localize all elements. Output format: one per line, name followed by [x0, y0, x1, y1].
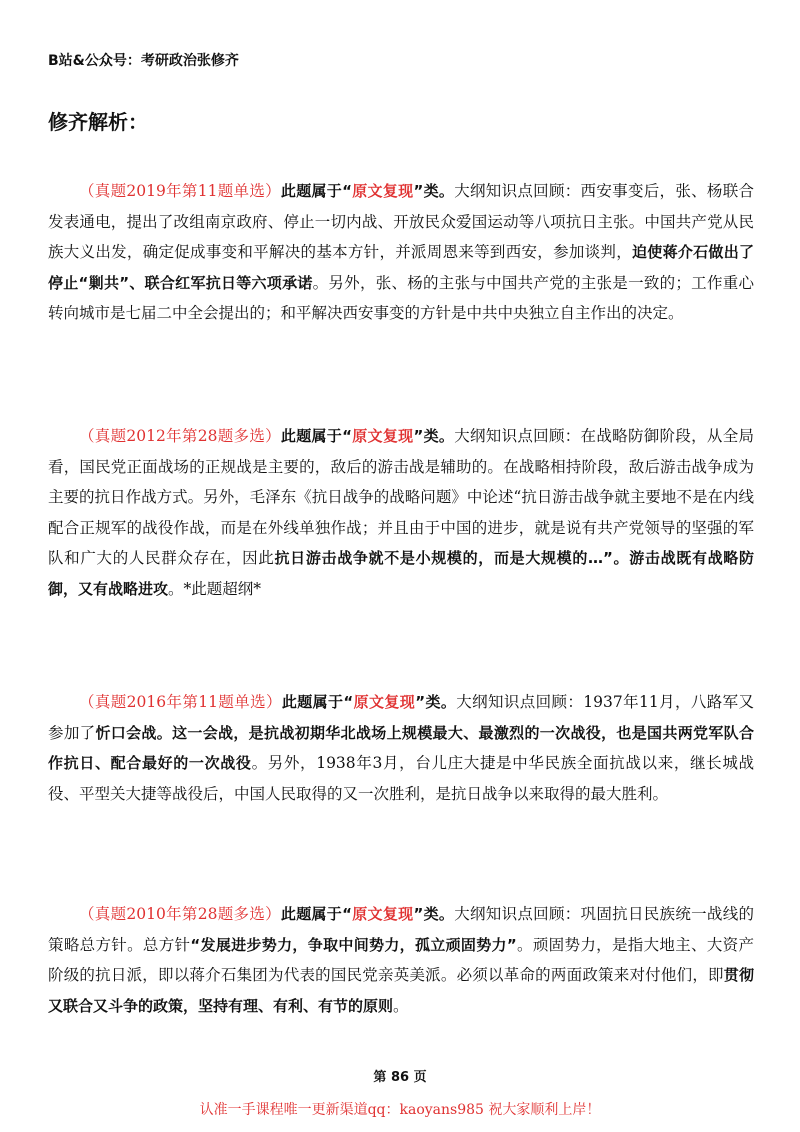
body-text: 大纲知识点回顾：在战略防御阶段，从全局看，国民党正面战场的正规战是主要的，敌后的游击战是辅助的。在战略相持阶段，敌后游击战争成为主要的抗日作战方式。另外，毛泽东《抗日战争的战略问题》中论述“抗日游击战争就主要地不是在内线配合正规军的战役作战，而是在外线单独作战；并且由于中国的进步，就是说有共产党领导的坚强的军队和广大的人民群众存在，因此: [48, 427, 755, 567]
category-lead-end: ”类。: [413, 182, 455, 200]
analysis-paragraph-3: [48, 687, 754, 809]
question-tag: （真题2012年第28题多选）: [79, 427, 281, 445]
category-lead-end: ”类。: [413, 427, 455, 445]
question-tag: （真题2016年第11题单选）: [79, 693, 282, 711]
body-text: 大纲知识点回顾：巩固抗日民族统一战线的策略总方针。总方针: [48, 905, 755, 954]
category-lead-end: ”类。: [413, 905, 455, 923]
key-point: 抗日游击战争就不是小规模的，而是大规模的…”。游击战既有战略防御，又有战略进攻: [48, 549, 754, 598]
key-point: 贯彻又联合又斗争的政策，坚持有理、有利、有节的原则: [48, 966, 754, 1015]
body-text: 。顽固势力，是指大地主、大资产阶级的抗日派，即以蒋介石集团为代表的国民党亲英美派。必须以革命的两面政策来对付他们，即: [48, 935, 754, 984]
analysis-paragraph-1: [48, 176, 754, 329]
category-lead: 此题属于“: [281, 693, 354, 711]
analysis-paragraph-2: [48, 421, 754, 604]
analysis-paragraph-4: [48, 899, 754, 1021]
body-text: 大纲知识点回顾：西安事变后，张、杨联合发表通电，提出了改组南京政府、停止一切内战、开放民众爱国运动等八项抗日主张。中国共产党从民族大义出发，确定促成事变和平解决的基本方针，并派周恩来等到西安，参加谈判，: [48, 182, 755, 261]
category-lead-end: ”类。: [415, 693, 457, 711]
section-title: 修齐解析：: [48, 110, 148, 134]
question-tag: （真题2010年第28题多选）: [79, 905, 281, 923]
category-label: 原文复现: [351, 905, 414, 923]
category-label: 原文复现: [353, 693, 416, 711]
body-text: 。另外，1938年3月，台儿庄大捷是中华民族全面抗战以来，继长城战役、平型关大捷等战役后，中国人民取得的又一次胜利，是抗日战争以来取得的最大胜利。: [48, 754, 754, 803]
category-label: 原文复现: [351, 182, 414, 200]
key-point: 迫使蒋介石做出了停止“剿共”、联合红军抗日等六项承诺: [48, 243, 754, 292]
key-point: “发展进步势力，争取中间势力，孤立顽固势力”: [190, 935, 517, 954]
category-lead: 此题属于“: [280, 427, 352, 445]
paragraph-text: [48, 687, 754, 809]
paragraph-text: [48, 176, 754, 329]
category-lead: 此题属于“: [280, 182, 352, 200]
body-text: 。: [393, 996, 409, 1015]
page-header: B站&公众号：考研政治张修齐: [48, 53, 239, 69]
question-tag: （真题2019年第11题单选）: [79, 182, 281, 200]
paragraph-text: [48, 421, 754, 604]
body-text: 大纲知识点回顾：1937年11月，八路军又参加了: [48, 693, 755, 742]
page-number: 第 86 页: [373, 1070, 427, 1085]
body-text: 。*此题超纲*: [168, 579, 262, 598]
footer-notice: 认准一手课程唯一更新渠道qq：kaoyans985 祝大家顺利上岸！: [199, 1102, 601, 1118]
paragraph-text: [48, 899, 754, 1021]
category-lead: 此题属于“: [280, 905, 352, 923]
body-text: 。另外，张、杨的主张与中国共产党的主张是一致的；工作重心转向城市是七届二中全会提出的；和平解决西安事变的方针是中共中央独立自主作出的决定。: [48, 273, 754, 322]
category-label: 原文复现: [351, 427, 414, 445]
key-point: 忻口会战。这一会战，是抗战初期华北战场上规模最大、最激烈的一次战役，也是国共两党军队合作抗日、配合最好的一次战役: [48, 723, 754, 772]
